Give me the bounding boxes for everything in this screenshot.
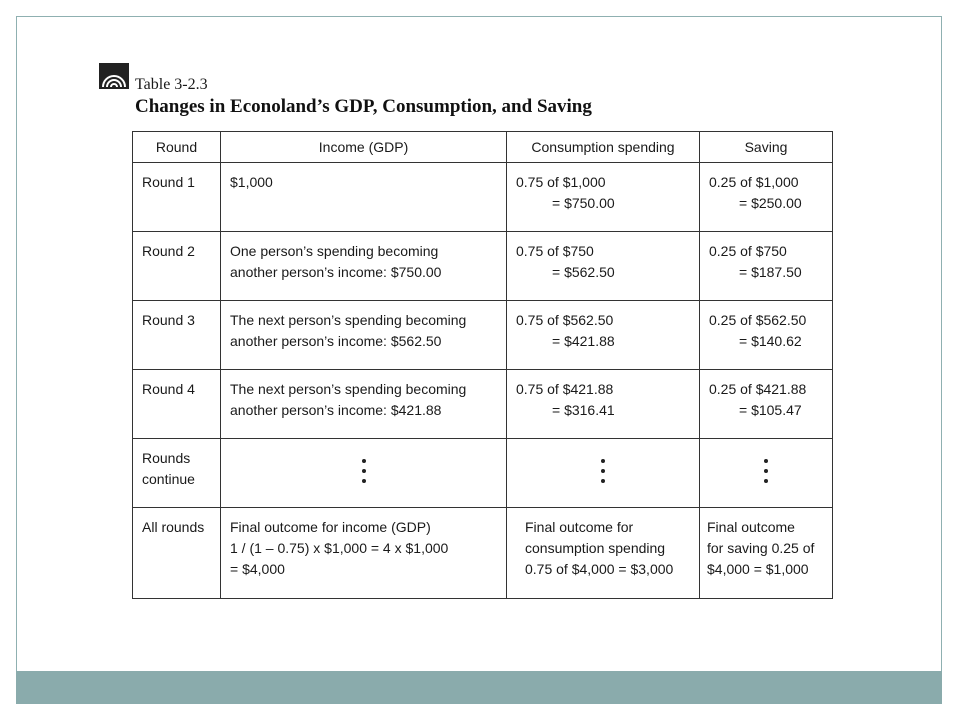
saving-result: = $105.47 xyxy=(739,402,802,418)
consumption-line: 0.75 of $750 xyxy=(516,243,594,259)
publisher-emblem-icon xyxy=(99,63,129,89)
table-number: Table 3-2.3 xyxy=(135,76,208,93)
table-row xyxy=(133,439,833,508)
consumption-result: = $750.00 xyxy=(552,195,615,211)
consumption-result: = $316.41 xyxy=(552,402,615,418)
round-label: Round 4 xyxy=(142,381,195,397)
header-round: Round xyxy=(133,132,221,163)
saving-line: 0.25 of $1,000 xyxy=(709,174,799,190)
saving-line: for saving 0.25 of xyxy=(707,540,815,556)
income-line: another person’s income: $421.88 xyxy=(230,402,442,418)
income-line: another person’s income: $750.00 xyxy=(230,264,442,280)
consumption-line: 0.75 of $421.88 xyxy=(516,381,614,397)
income-line: another person’s income: $562.50 xyxy=(230,333,442,349)
income-line: Final outcome for income (GDP) xyxy=(230,519,431,535)
ellipsis-dots-icon xyxy=(700,439,832,483)
ellipsis-dots-icon xyxy=(507,439,699,483)
round-label: All rounds xyxy=(142,519,205,535)
round-label: Round 1 xyxy=(142,174,195,190)
income-line: The next person’s spending becoming xyxy=(230,381,467,397)
footer-band xyxy=(16,671,942,704)
consumption-line: Final outcome for xyxy=(525,519,634,535)
header-saving: Saving xyxy=(700,132,833,163)
header-income: Income (GDP) xyxy=(221,132,507,163)
table-row xyxy=(133,232,833,301)
income-line: The next person’s spending becoming xyxy=(230,312,467,328)
saving-line: 0.25 of $750 xyxy=(709,243,787,259)
table-row xyxy=(133,370,833,439)
saving-result: = $187.50 xyxy=(739,264,802,280)
table-row xyxy=(133,301,833,370)
saving-line: $4,000 = $1,000 xyxy=(707,561,809,577)
round-label: Round 3 xyxy=(142,312,195,328)
gdp-consumption-saving-table xyxy=(132,131,833,599)
table-row xyxy=(133,508,833,599)
consumption-line: 0.75 of $562.50 xyxy=(516,312,614,328)
saving-result: = $140.62 xyxy=(739,333,802,349)
header-consumption: Consumption spending xyxy=(507,132,700,163)
saving-line: 0.25 of $421.88 xyxy=(709,381,807,397)
consumption-line: 0.75 of $4,000 = $3,000 xyxy=(525,561,674,577)
saving-result: = $250.00 xyxy=(739,195,802,211)
consumption-line: 0.75 of $1,000 xyxy=(516,174,606,190)
income-line: 1 / (1 – 0.75) x $1,000 = 4 x $1,000 xyxy=(230,540,449,556)
ellipsis-dots-icon xyxy=(221,439,506,483)
income-line: $1,000 xyxy=(230,174,273,190)
consumption-line: consumption spending xyxy=(525,540,666,556)
table-row xyxy=(133,163,833,232)
saving-line: 0.25 of $562.50 xyxy=(709,312,807,328)
round-label: Round 2 xyxy=(142,243,195,259)
round-label: continue xyxy=(142,471,195,487)
income-line: One person’s spending becoming xyxy=(230,243,439,259)
consumption-result: = $421.88 xyxy=(552,333,615,349)
income-line: = $4,000 xyxy=(230,561,285,577)
saving-line: Final outcome xyxy=(707,519,795,535)
table-header-row xyxy=(133,132,833,163)
round-label: Rounds xyxy=(142,450,191,466)
table-title: Changes in Econoland’s GDP, Consumption, and Saving xyxy=(135,96,592,117)
consumption-result: = $562.50 xyxy=(552,264,615,280)
